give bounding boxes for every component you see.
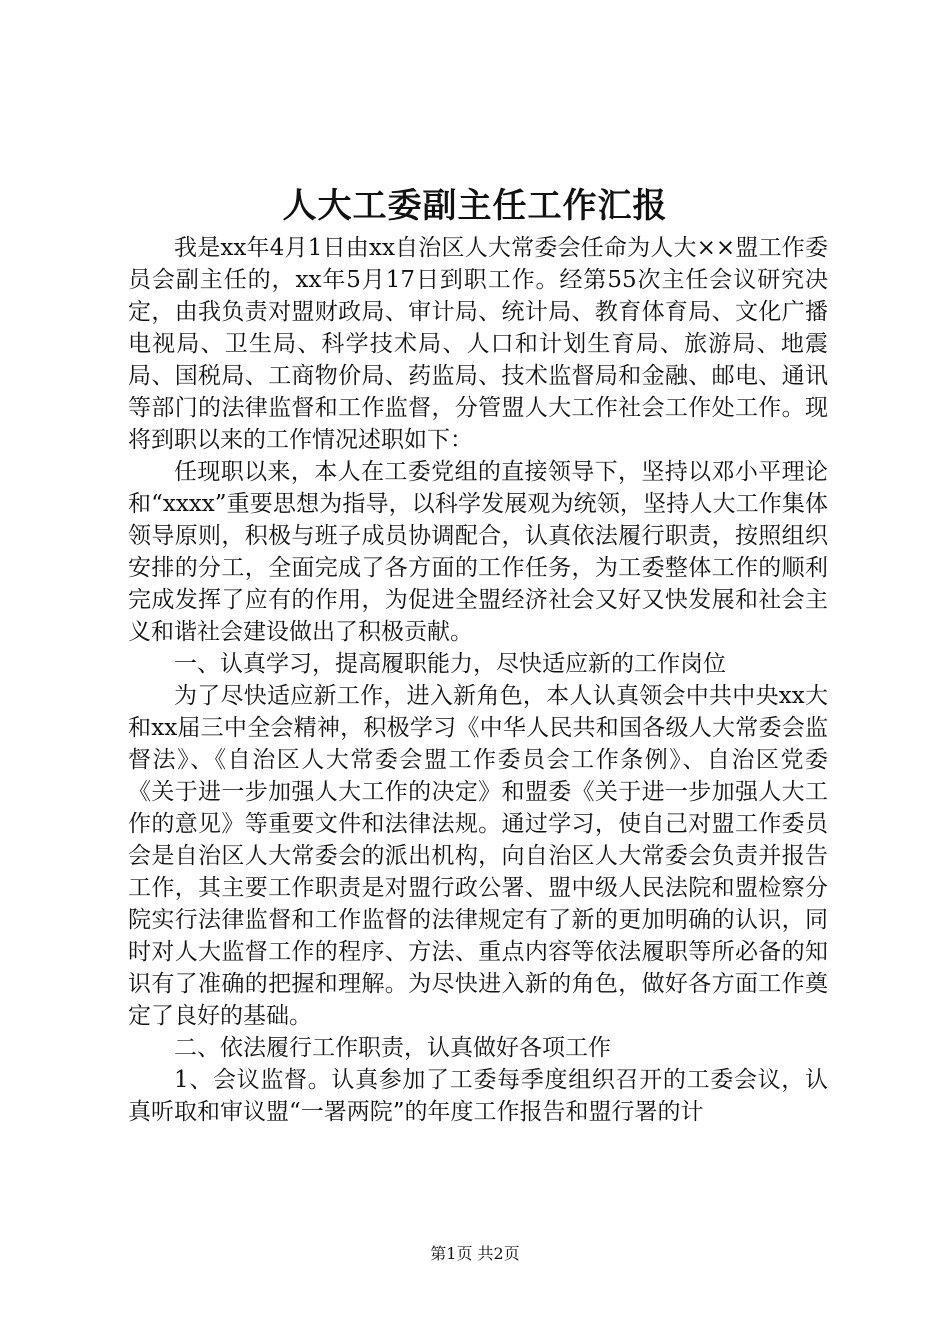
paragraph-intro: 我是xx年4月1日由xx自治区人大常委会任命为人大××盟工作委员会副主任的，xx年5月17日到职工作。经第55次主任会议研究决定，由我负责对盟财政局、审计局、统计局、教育体育局、文化广播电视局、卫生局、科学技术局、人口和计划生育局、旅游局、地震局、国税局、工商物价局、药监局、技术监督局和金融、邮电、通讯等部门的法律监督和工作监督，分管盟人大工作社会工作处工作。现将到职以来的工作情况述职如下： (128, 235, 828, 453)
section-heading-one: 一、认真学习，提高履职能力，尽快适应新的工作岗位 (174, 651, 726, 677)
document-body (128, 232, 828, 1128)
paragraph-overview: 任现职以来，本人在工委党组的直接领导下，坚持以邓小平理论和“xxxx”重要思想为指导，以科学发展观为统领，坚持人大工作集体领导原则，积极与班子成员协调配合，认真依法履行职责，按照组织安排的分工，全面完成了各方面的工作任务，为工委整体工作的顺利完成发挥了应有的作用，为促进全盟经济社会又好又快发展和社会主义和谐社会建设做出了积极贡献。 (128, 459, 828, 645)
document-title: 人大工委副主任工作汇报 (282, 186, 668, 226)
page-number: 第1页 共2页 (430, 1244, 520, 1263)
paragraph-meeting-supervision: 1、会议监督。认真参加了工委每季度组织召开的工委会议，认真听取和审议盟“一署两院”的年度工作报告和盟行署的计 (128, 1067, 828, 1125)
section-heading-two: 二、依法履行工作职责，认真做好各项工作 (174, 1035, 611, 1061)
paragraph-study: 为了尽快适应新工作，进入新角色，本人认真领会中共中央xx大和xx届三中全会精神，积极学习《中华人民共和国各级人大常委会监督法》、《自治区人大常委会盟工作委员会工作条例》、自治区党委《关于进一步加强人大工作的决定》和盟委《关于进一步加强人大工作的意见》等重要文件和法律法规。通过学习，使自己对盟工作委员会是自治区人大常委会的派出机构，向自治区人大常委会负责并报告工作，其主要工作职责是对盟行政公署、盟中级人民法院和盟检察分院实行法律监督和工作监督的法律规定有了新的更加明确的认识，同时对人大监督工作的程序、方法、重点内容等依法履职等所必备的知识有了准确的把握和理解。为尽快进入新的角色，做好各方面工作奠定了良好的基础。 (128, 683, 828, 1029)
